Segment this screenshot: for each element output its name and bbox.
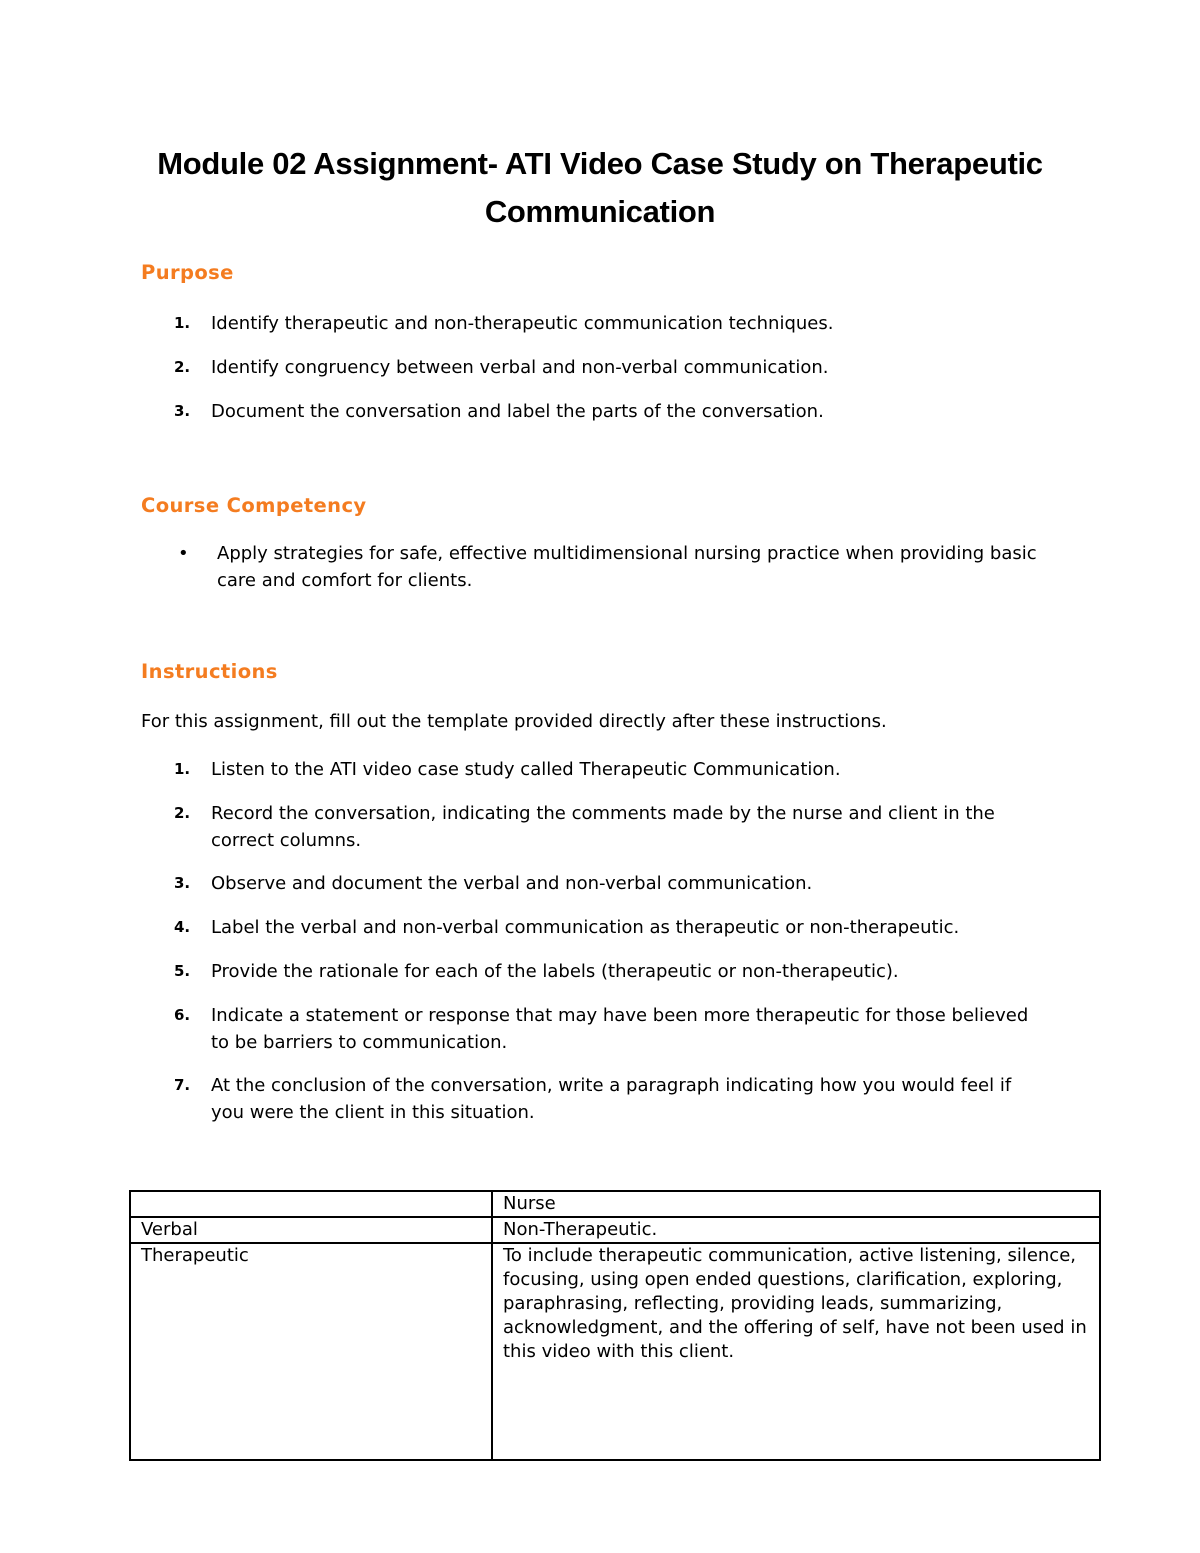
table-cell: Verbal	[130, 1217, 492, 1243]
list-number: 3.	[174, 402, 191, 420]
instruction-item	[174, 800, 1044, 854]
purpose-heading: Purpose	[141, 261, 234, 284]
list-number: 3.	[174, 874, 191, 892]
list-text: Observe and document the verbal and non-verbal communication.	[211, 873, 813, 894]
list-text: Apply strategies for safe, effective multidimensional nursing practice when providing basic care and comfort for clients.	[217, 543, 1037, 591]
list-number: 5.	[174, 962, 191, 980]
list-number: 7.	[174, 1076, 191, 1094]
instruction-item	[174, 1072, 1044, 1126]
instruction-item	[174, 958, 1044, 985]
table-header-row	[130, 1191, 1100, 1217]
table-cell: Non-Therapeutic.	[492, 1217, 1100, 1243]
table-row	[130, 1217, 1100, 1243]
list-text: Label the verbal and non-verbal communication as therapeutic or non-therapeutic.	[211, 917, 960, 938]
table-row	[130, 1243, 1100, 1460]
instructions-heading: Instructions	[141, 660, 278, 683]
list-text: Indicate a statement or response that may have been more therapeutic for those believed to be barriers to communication.	[211, 1005, 1029, 1053]
table-cell: Therapeutic	[130, 1243, 492, 1460]
competency-item	[178, 540, 1058, 594]
list-text: Listen to the ATI video case study called Therapeutic Communication.	[211, 759, 841, 780]
list-text: At the conclusion of the conversation, write a paragraph indicating how you would feel if you were the client in this situation.	[211, 1075, 1012, 1123]
title-line-1: Module 02 Assignment- ATI Video Case Study on Therapeutic	[157, 146, 1043, 181]
list-text: Provide the rationale for each of the labels (therapeutic or non-therapeutic).	[211, 961, 899, 982]
instruction-item	[174, 914, 1044, 941]
template-table	[129, 1190, 1101, 1461]
instruction-item	[174, 1002, 1044, 1056]
list-text: Record the conversation, indicating the comments made by the nurse and client in the correct columns.	[211, 803, 995, 851]
instruction-item	[174, 870, 1044, 897]
title-line-2: Communication	[484, 194, 716, 229]
list-number: 6.	[174, 1006, 191, 1024]
list-text: Document the conversation and label the parts of the conversation.	[211, 401, 824, 422]
list-text: Identify congruency between verbal and non-verbal communication.	[211, 357, 829, 378]
list-number: 1.	[174, 760, 191, 778]
competency-heading: Course Competency	[141, 494, 367, 517]
instruction-item	[174, 756, 1044, 783]
list-number: 2.	[174, 358, 191, 376]
table-header-cell: Nurse	[492, 1191, 1100, 1217]
table-cell: To include therapeutic communication, active listening, silence, focusing, using open ended questions, clarification, exploring, paraphrasing, reflecting, providing leads, summarizing, acknowledgment, and the offering of self, have not been used in this video with this client.	[492, 1243, 1100, 1460]
list-text: Identify therapeutic and non-therapeutic communication techniques.	[211, 313, 834, 334]
table-header-cell	[130, 1191, 492, 1217]
list-number: 2.	[174, 804, 191, 822]
bullet-icon: •	[178, 543, 189, 564]
purpose-item	[174, 310, 1044, 337]
instructions-intro: For this assignment, fill out the template provided directly after these instructions.	[141, 711, 887, 732]
list-number: 1.	[174, 314, 191, 332]
list-number: 4.	[174, 918, 191, 936]
purpose-item	[174, 398, 1044, 425]
purpose-item	[174, 354, 1044, 381]
document-title	[120, 140, 1080, 236]
